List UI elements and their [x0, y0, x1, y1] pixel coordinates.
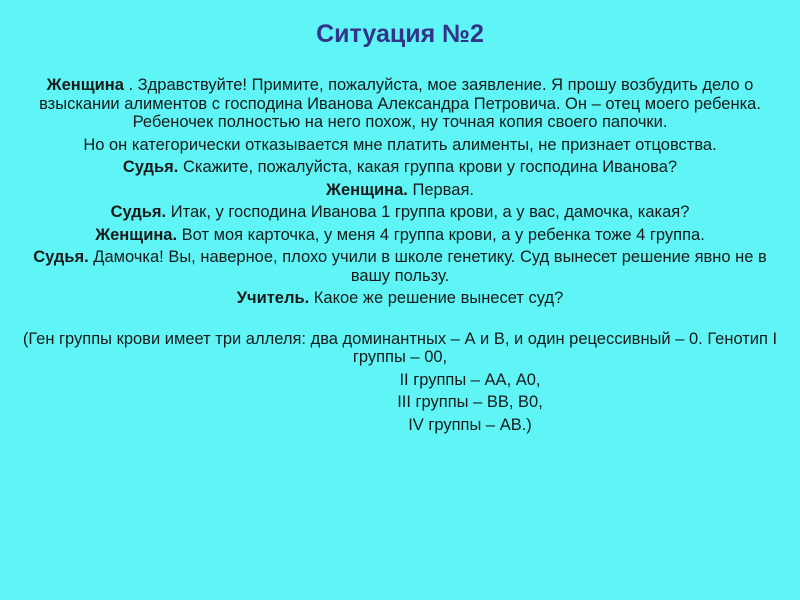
paragraph-5 — [22, 203, 778, 222]
speaker-label: Судья. — [33, 248, 89, 266]
speaker-label: Учитель. — [236, 289, 310, 307]
genotype-list — [22, 371, 778, 435]
paragraph-text: Итак, у господина Иванова 1 группа крови, а у вас, дамочка, какая? — [166, 203, 690, 221]
genetics-note: (Ген группы крови имеет три аллеля: два доминантных – А и В, и один рецессивный – 0. Генотип I группы – 00, — [22, 329, 778, 366]
speaker-label: Судья. — [110, 203, 167, 221]
speaker-label: Женщина. — [326, 180, 408, 199]
paragraph-text: Вот моя карточка, у меня 4 группа крови, а у ребенка тоже 4 группа. — [177, 225, 705, 244]
paragraph-8 — [22, 289, 778, 308]
genotype-line: II группы – АА, А0, — [399, 370, 541, 389]
slide-body — [22, 76, 778, 438]
spacer — [22, 312, 778, 330]
paragraph-text: Какое же решение вынесет суд? — [309, 289, 564, 307]
paragraph-text: Но он категорически отказывается мне платить алименты, не признает отцовства. — [83, 135, 717, 154]
slide-title: Ситуация №2 — [316, 20, 484, 48]
paragraph-7 — [22, 248, 778, 285]
paragraph-4 — [22, 181, 778, 200]
speaker-label: Женщина. — [95, 225, 178, 244]
paragraph-text: . Здравствуйте! Примите, пожалуйста, мое заявление. Я прошу возбудить дело о взыскании алиментов с господина Иванова Александра Петровича. Он – отец моего ребенка. Ребеночек полностью на него похож, ну точная копия своего папочки. — [39, 76, 761, 131]
paragraph-2 — [22, 136, 778, 155]
genotype-line: III группы – ВВ, В0, — [397, 393, 543, 411]
speaker-label: Женщина — [46, 76, 124, 94]
paragraph-6 — [22, 226, 778, 245]
paragraph-text: Скажите, пожалуйста, какая группа крови у господина Иванова? — [178, 158, 678, 176]
paragraph-text: Первая. — [407, 180, 474, 199]
speaker-label: Судья. — [122, 158, 179, 176]
paragraph-text: Дамочка! Вы, наверное, плохо учили в школе генетику. Суд вынесет решение явно не в вашу пользу. — [88, 248, 767, 285]
paragraph-3 — [22, 158, 778, 177]
genotype-line: IV группы – АВ.) — [408, 415, 532, 434]
paragraph-1 — [22, 76, 778, 132]
